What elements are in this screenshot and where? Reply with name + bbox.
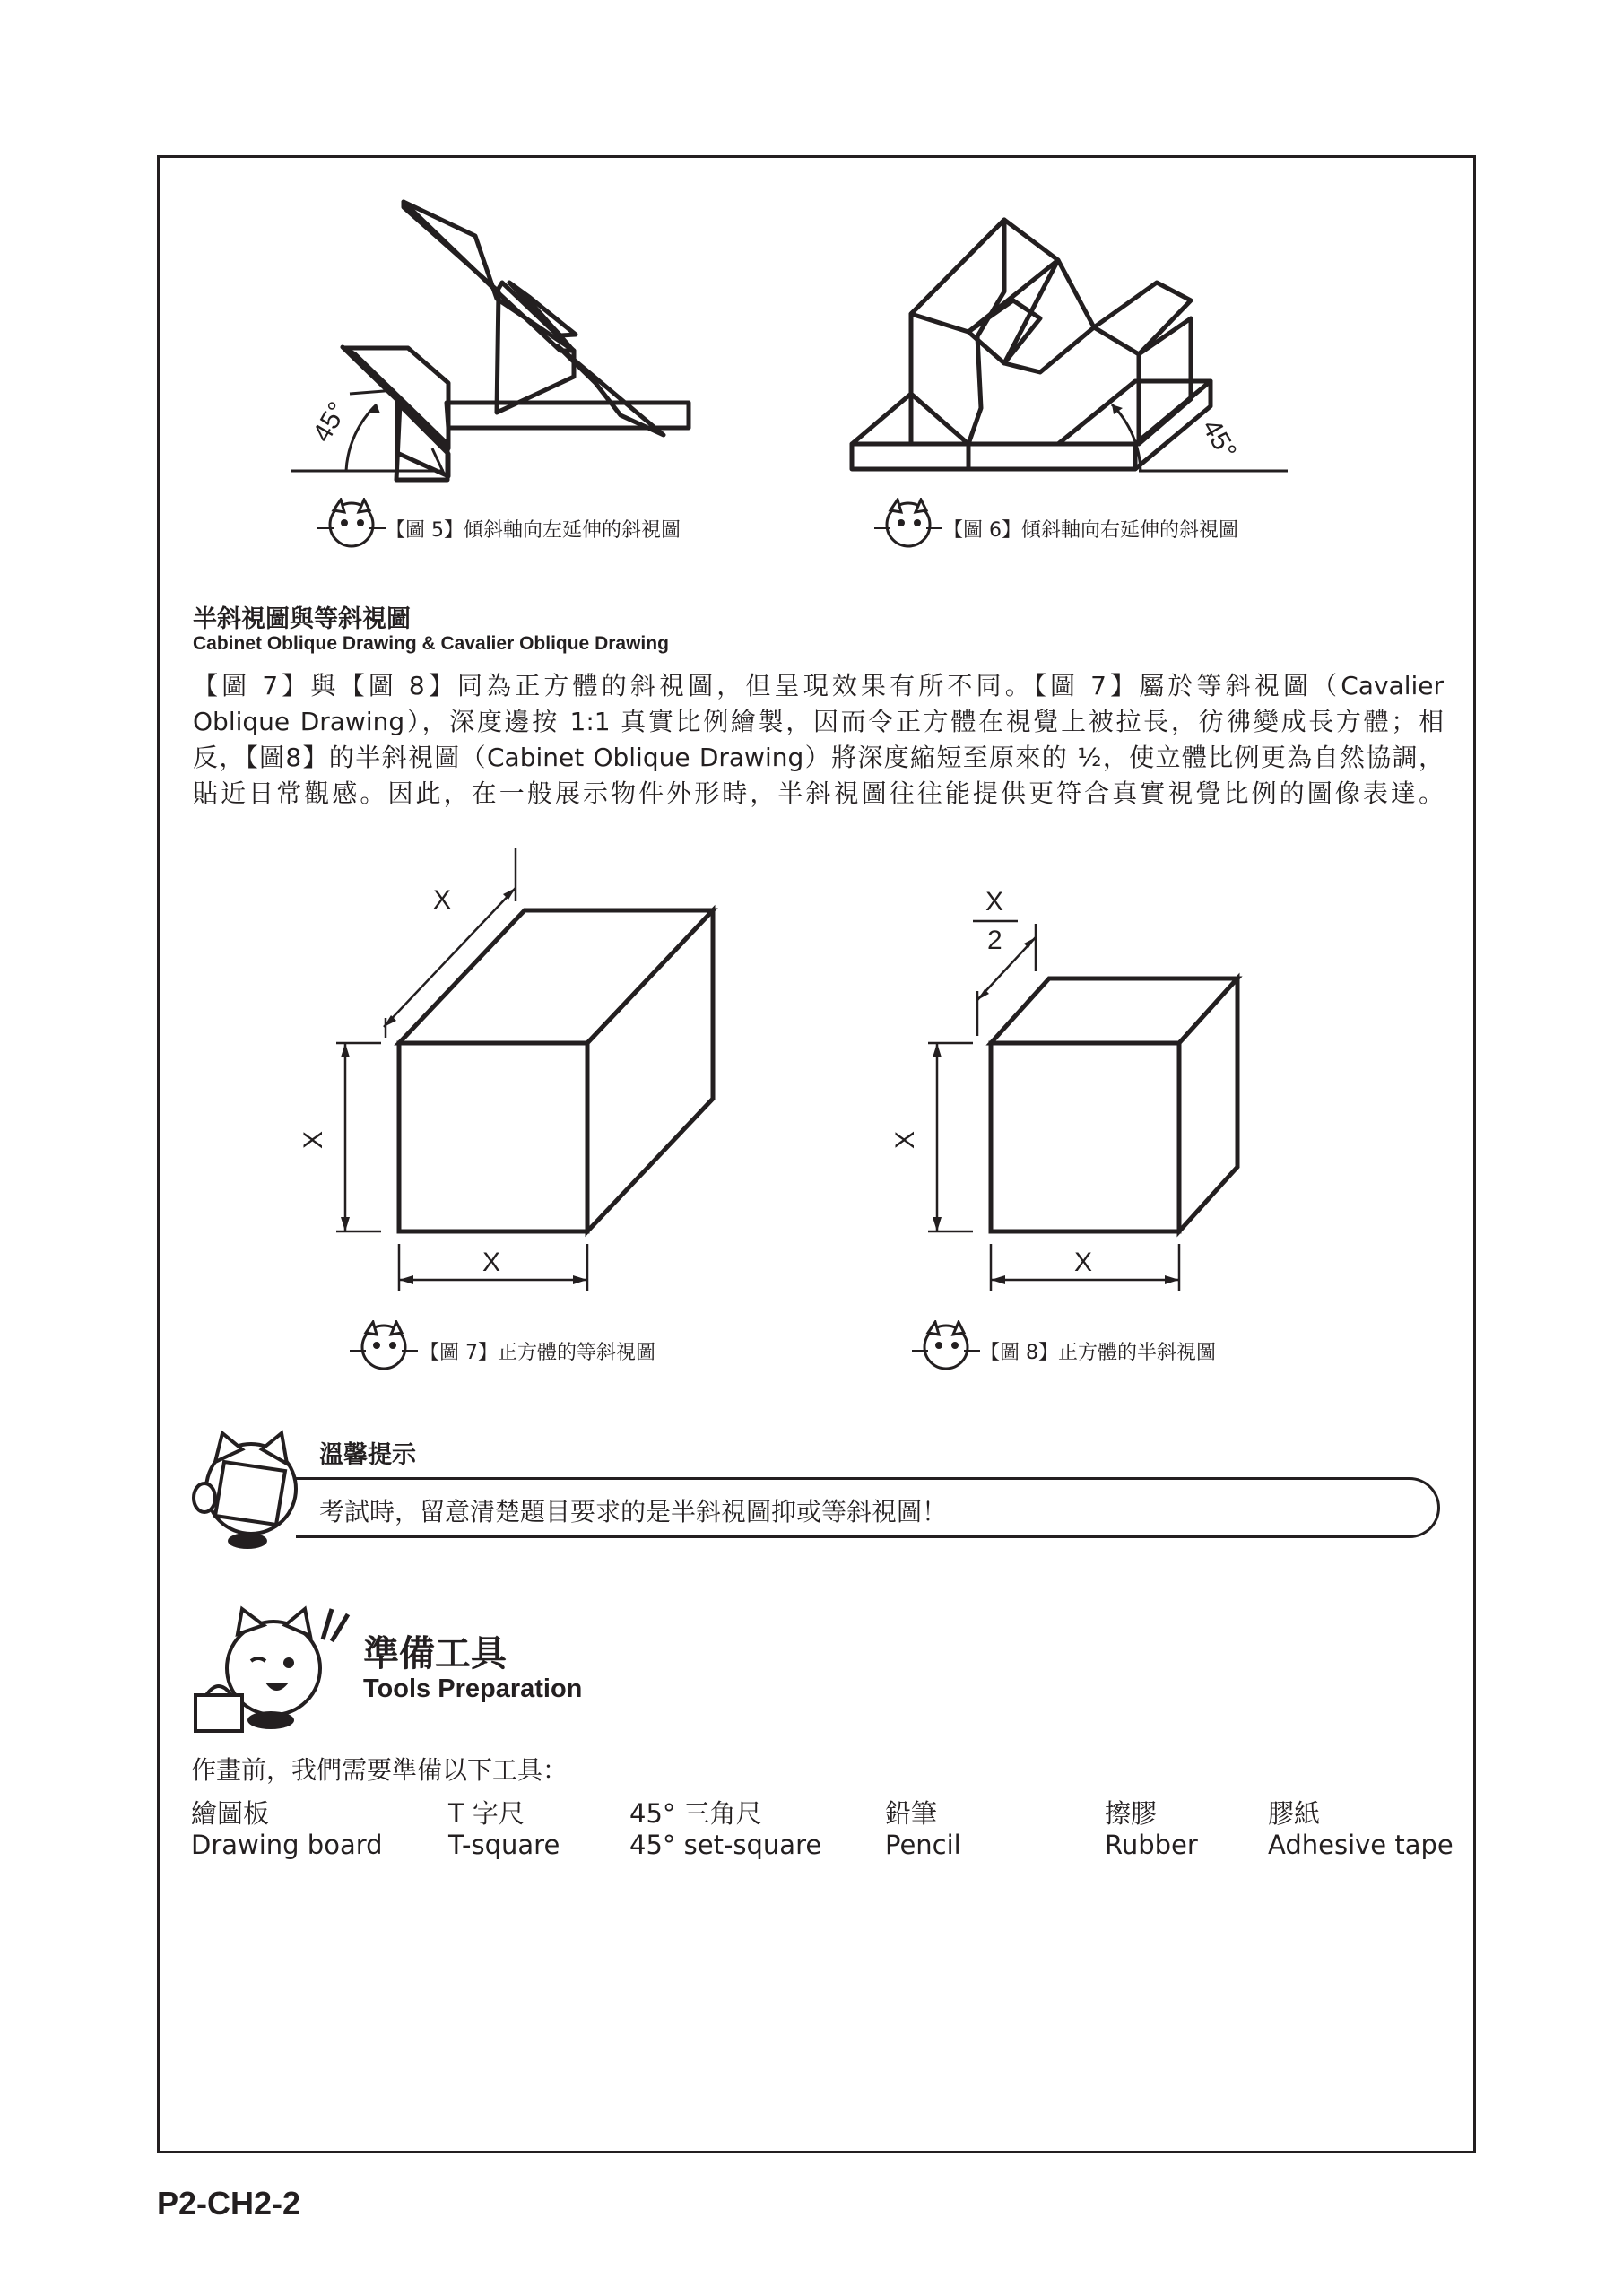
figure-7-height-label: X — [299, 1130, 328, 1149]
figure-7-width-label: X — [482, 1248, 501, 1277]
tool-name-en: T-square — [448, 1830, 560, 1860]
cat-peace-sign-icon — [188, 1605, 359, 1740]
tools-intro: 作畫前，我們需要準備以下工具： — [191, 1755, 568, 1785]
paragraph-line: 反，【圖8】的半斜視圖（Cabinet Oblique Drawing）將深度縮短至原來的 ½，使立體比例更為自然協調， — [193, 743, 1444, 772]
tool-item — [191, 1798, 383, 1861]
figure-5-drawing — [287, 193, 735, 489]
tool-item — [629, 1798, 821, 1861]
section-title-en: Cabinet Oblique Drawing & Cavalier Oblique Drawing — [193, 633, 669, 654]
cat-mascot-icon — [316, 498, 387, 552]
tool-item — [448, 1798, 560, 1861]
cat-mascot-icon — [872, 498, 944, 552]
tip-title: 溫馨提示 — [319, 1441, 416, 1469]
cat-mascot-icon — [910, 1320, 982, 1374]
figure-7-drawing — [300, 839, 731, 1305]
cat-mascot-icon — [348, 1320, 420, 1374]
tool-name-zh: T 字尺 — [448, 1798, 525, 1829]
tool-name-zh: 鉛筆 — [885, 1798, 938, 1829]
section-paragraph — [193, 668, 1444, 812]
page-number: P2-CH2-2 — [157, 2185, 301, 2222]
tool-name-en: Drawing board — [191, 1830, 383, 1860]
figure-7-depth-label: X — [433, 885, 452, 915]
figure-5-caption: 【圖 5】傾斜軸向左延伸的斜視圖 — [386, 519, 681, 542]
figure-8-caption: 【圖 8】正方體的半斜視圖 — [980, 1342, 1216, 1364]
paragraph-line: 【圖 7】與【圖 8】同為正方體的斜視圖，但呈現效果有所不同。【圖 7】屬於等斜視圖（Cavalier — [193, 671, 1444, 700]
figure-6-angle: 45° — [1195, 414, 1243, 465]
figure-6-drawing — [843, 193, 1291, 489]
tool-item — [885, 1798, 961, 1861]
figure-8-depth-denominator: 2 — [987, 926, 1002, 955]
figure-8-height-label: X — [890, 1130, 920, 1149]
tool-name-zh: 繪圖板 — [191, 1798, 270, 1829]
figure-8-depth-numerator: X — [985, 887, 1004, 917]
figure-8-drawing — [892, 874, 1269, 1305]
tools-title-en: Tools Preparation — [363, 1674, 583, 1703]
figure-7-caption: 【圖 7】正方體的等斜視圖 — [420, 1342, 655, 1364]
cat-reading-icon — [188, 1426, 305, 1552]
tool-item — [1268, 1798, 1454, 1861]
tip-text: 考試時，留意清楚題目要求的是半斜視圖抑或等斜視圖！ — [319, 1497, 948, 1526]
section-title-zh: 半斜視圖與等斜視圖 — [193, 605, 411, 633]
figure-8-width-label: X — [1074, 1248, 1093, 1277]
tool-name-zh: 擦膠 — [1105, 1798, 1158, 1829]
tool-name-en: Pencil — [885, 1830, 961, 1860]
figure-5-angle: 45° — [307, 396, 353, 448]
tool-name-en: Adhesive tape — [1268, 1830, 1454, 1860]
tool-name-en: 45° set-square — [629, 1830, 822, 1860]
figure-6-caption: 【圖 6】傾斜軸向右延伸的斜視圖 — [943, 519, 1238, 542]
paragraph-line: 貼近日常觀感。因此，在一般展示物件外形時，半斜視圖往往能提供更符合真實視覺比例的圖像表達。 — [193, 778, 1444, 808]
paragraph-line: Oblique Drawing），深度邊按 1:1 真實比例繪製，因而令正方體在視覺上被拉長，彷彿變成長方體；相 — [193, 707, 1444, 736]
tool-item — [1105, 1798, 1198, 1861]
tool-name-en: Rubber — [1105, 1830, 1198, 1860]
tool-name-zh: 膠紙 — [1268, 1798, 1321, 1829]
tool-name-zh: 45° 三角尺 — [629, 1798, 762, 1829]
tools-title-zh: 準備工具 — [363, 1633, 507, 1674]
